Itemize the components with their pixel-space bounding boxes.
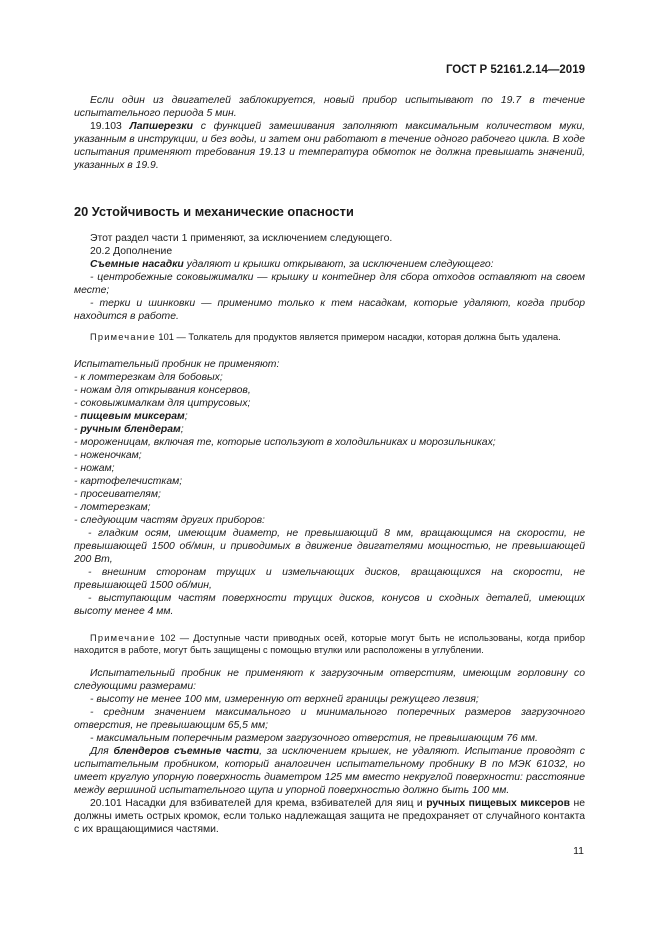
list-item: - центробежные соковыжималки — крышку и контейнер для сбора отходов оставляют на своем месте;: [74, 272, 585, 296]
blender-text: , за исключением крышек, не удаляют. Испытание проводят с испытательным пробником, который аналогичен испытательному пробнику B по МЭК 61032, но имеет круглую упорную поверхность диаметром 125 мм вместо некруглой поверхности: расстояние между вершиной испытательного щупа и упорной поверхностью должно быть 100 мм.: [74, 745, 585, 796]
probe-intro: Испытательный пробник не применяют:: [74, 358, 280, 370]
list-item: - мороженицам, включая те, которые используют в холодильниках и морозильниках;: [74, 436, 496, 448]
blender-paragraph: [74, 745, 585, 797]
subclause-title: 20.2 Дополнение: [90, 246, 173, 257]
loading-intro: Испытательный пробник не применяют к загрузочным отверстиям, имеющим горловину со следующими размерами:: [74, 667, 585, 692]
list-item: - ноженочкам;: [74, 449, 142, 461]
sub-list-item: - гладким осям, имеющим диаметр, не превышающий 8 мм, вращающимся на скорости, не превышающей 1500 об/мин, и приводимых в движение двигателями мощностью, не превышающей 200 Вт,: [74, 527, 585, 565]
bold-item: ручным блендерам: [80, 423, 181, 435]
sub-list-item: - выступающим частям поверхности трущих дисков, конусов и сходных деталей, имеющих высоту менее 4 мм.: [74, 592, 585, 617]
clause-text: с функцией замешивания заполняют максимальным количеством муки, указанным в инструкции, и без воды, и затем они работают в течение одного рабочего цикла. В ходе испытания применяют требования 19.13 и температура обмоток не должна превышать значений, указанных в 19.9.: [74, 121, 585, 171]
page-content: [74, 94, 585, 836]
list-item: - терки и шинковки — применимо только к тем насадкам, которые удаляют, когда прибор находится в работе.: [74, 298, 585, 322]
list-item: - картофелечисткам;: [74, 475, 183, 487]
note-text: 102 — Доступные части приводных осей, которые могут быть не использованы, когда прибор находится в работе, могут быть защищены с помощью втулки или расположены в углублении.: [74, 632, 585, 655]
term-bold: блендеров съемные части: [113, 745, 260, 757]
sub-list-item: - внешним сторонам трущих и измельчающих дисков, вращающихся на скорости, не превышающей 1500 об/мин,: [74, 566, 585, 591]
paragraph-motor-blocked: Если один из двигателей заблокируется, новый прибор испытывают по 19.7 в течение испытательного периода 5 мин.: [74, 95, 585, 119]
list-item: - следующим частям других приборов:: [74, 514, 265, 526]
list-item: - ножам;: [74, 462, 115, 474]
list-item: - к ломтерезкам для бобовых;: [74, 371, 223, 383]
term-bold: ручных пищевых миксеров: [426, 797, 571, 809]
note-101: [74, 331, 585, 344]
term-bold: Съемные насадки: [90, 259, 184, 270]
clause-pre: 20.101 Насадки для взбивателей для крема, взбивателей для яиц и: [90, 797, 427, 809]
term-bold: Лапшерезки: [129, 121, 193, 132]
list-item: - ножам для открывания консервов,: [74, 384, 251, 396]
paragraph-19-103: [74, 120, 585, 172]
list-item: - ручным блендерам;: [74, 423, 184, 435]
paragraph-20-101: [74, 797, 585, 836]
section-intro: Этот раздел части 1 применяют, за исключением следующего.: [90, 233, 393, 244]
list-item: - просеивателям;: [74, 488, 161, 500]
list-item: - ломтерезкам;: [74, 501, 151, 513]
note-text: 101 — Толкатель для продуктов является примером насадки, которая должна быть удалена.: [155, 332, 561, 342]
removable-paragraph: [74, 258, 585, 271]
note-label: Примечание: [90, 632, 156, 643]
page-number: 11: [573, 845, 584, 857]
note-label: Примечание: [90, 332, 156, 342]
removable-text: удаляют и крышки открывают, за исключением следующего:: [183, 259, 494, 270]
bold-item: пищевым миксерам: [80, 410, 185, 422]
document-header: ГОСТ Р 52161.2.14—2019: [445, 64, 585, 76]
clause-number: 19.103: [90, 121, 122, 132]
list-item: - высоту не менее 100 мм, измеренную от верхней границы режущего лезвия;: [90, 693, 479, 705]
section-heading: 20 Устойчивость и механические опасности: [74, 204, 354, 219]
note-102: [74, 632, 585, 657]
list-item: - максимальным поперечным размером загрузочного отверстия, не превышающим 76 мм.: [90, 732, 538, 744]
list-item: - пищевым миксерам;: [74, 410, 188, 422]
list-item: - средним значением максимального и минимального поперечных размеров загрузочного отверстия, не превышающим 65,5 мм;: [74, 706, 585, 731]
list-item: - соковыжималкам для цитрусовых;: [74, 397, 251, 409]
clause-post: не должны иметь острых кромок, если только надлежащая защита не предохраняет от случайного контакта с их вращающимися частями.: [74, 797, 586, 835]
blender-pre: Для: [90, 745, 114, 757]
